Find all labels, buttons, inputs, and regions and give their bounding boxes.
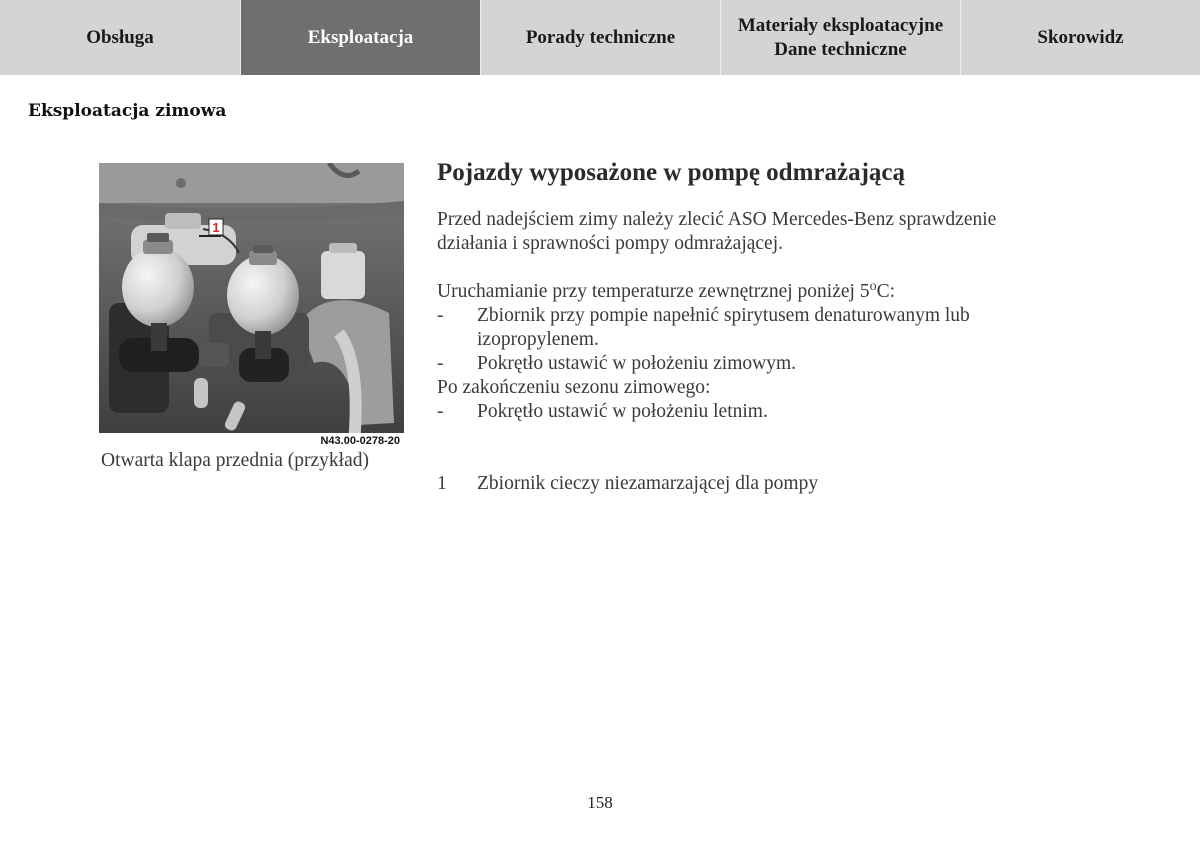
section-tabs xyxy=(0,0,1200,75)
start-conditions-unit: C: xyxy=(876,281,896,302)
list-item-text: Pokrętło ustawić w położeniu zimowym. xyxy=(477,353,796,374)
tab-obsluga[interactable] xyxy=(0,0,240,75)
tab-porady-techniczne[interactable] xyxy=(480,0,720,75)
tab-skorowidz[interactable] xyxy=(960,0,1200,75)
content-heading: Pojazdy wyposażone w pompę odmrażającą xyxy=(437,159,906,186)
list-item-text: Zbiornik przy pompie napełnić spirytusem denaturowanym lub izopropylenem. xyxy=(477,305,970,350)
list-item-text: Pokrętło ustawić w położeniu letnim. xyxy=(477,401,768,422)
legend-number: 1 xyxy=(437,473,447,494)
tab-label: Skorowidz xyxy=(1037,26,1124,48)
content-column xyxy=(437,156,1057,496)
legend-text: Zbiornik cieczy niezamarzającej dla pompy xyxy=(477,473,819,494)
list-item xyxy=(437,352,1057,376)
callout-number-1: 1 xyxy=(212,220,220,235)
list-marker: - xyxy=(437,401,444,422)
degree-sign: o xyxy=(869,279,877,294)
engine-bay-photo xyxy=(99,163,404,449)
section-title: Eksploatacja zimowa xyxy=(28,101,227,121)
list-marker: - xyxy=(437,305,444,326)
legend-item xyxy=(437,472,1057,496)
tab-label-line-2: Dane techniczne xyxy=(774,38,907,60)
tab-label-line-1: Materiały eksploatacyjne xyxy=(737,14,944,36)
figure-code: N43.00-0278-20 xyxy=(320,435,400,447)
start-conditions xyxy=(437,280,1057,304)
page-number: 158 xyxy=(587,793,613,812)
end-of-season-intro: Po zakończeniu sezonu zimowego: xyxy=(437,377,711,398)
tab-eksploatacja[interactable] xyxy=(240,0,480,75)
list-item xyxy=(437,400,1057,424)
tab-label: Obsługa xyxy=(86,26,154,48)
list-item xyxy=(437,304,1057,352)
figure-caption: Otwarta klapa przednia (przykład) xyxy=(101,450,369,471)
tab-materialy-dane-techniczne[interactable] xyxy=(720,0,960,75)
tab-label: Porady techniczne xyxy=(525,26,676,48)
tab-label: Eksploatacja xyxy=(307,26,414,48)
intro-paragraph: Przed nadejściem zimy należy zlecić ASO Mercedes-Benz sprawdzenie działania i sprawności pompy odmrażającej. xyxy=(437,209,997,254)
list-marker: - xyxy=(437,353,444,374)
start-conditions-text: Uruchamianie przy temperaturze zewnętrznej poniżej 5 xyxy=(437,281,870,302)
